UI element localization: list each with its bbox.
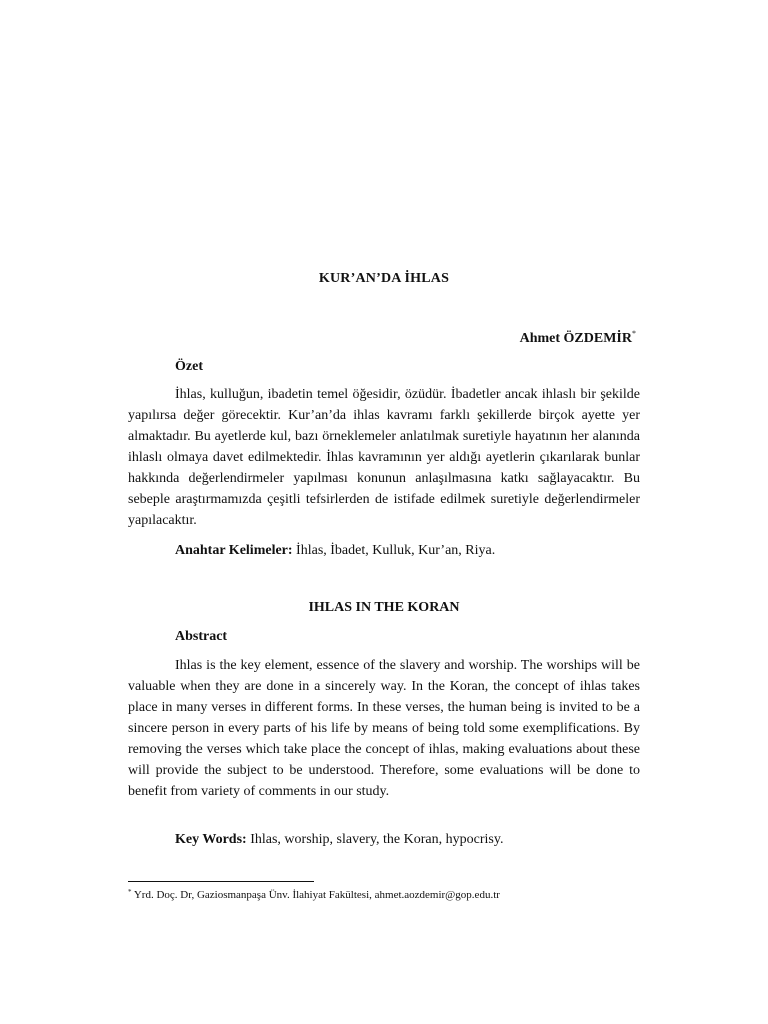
footnote-text: Yrd. Doç. Dr, Gaziosmanpaşa Ünv. İlahiyat Fakültesi, ahmet.aozdemir@gop.edu.tr — [131, 889, 500, 901]
abstract-paragraph: Ihlas is the key element, essence of the slavery and worship. The worships will be valuable when they are done in a sincerely way. In the Koran, the concept of ihlas takes place in many verses in different forms. In these verses, the human being is invited to be a sincere person in every parts of his life by means of being told some exemplifications. By removing the verses which take place the concept of ihlas, making evaluations about these will provide the subject to be understood. Therefore, some evaluations will be done to benefit from variety of comments in our study. — [128, 658, 640, 799]
author-name: Ahmet ÖZDEMİR — [519, 331, 632, 346]
author-line — [128, 331, 636, 347]
anahtar-kelimeler-label: Anahtar Kelimeler: — [175, 543, 293, 558]
ozet-paragraph: İhlas, kulluğun, ibadetin temel öğesidir, özüdür. İbadetler ancak ihlaslı bir şekilde yapılırsa değer görecektir. Kur’an’da ihlas kavramı farklı şekillerde birçok ayette yer almaktadır. Bu ayetlerde kul, bazı örneklemeler anlatılmak suretiyle hayatının her alanında ihlaslı olmaya davet edilmektedir. İhlas kavramının yer aldığı ayetlerin çıkarılarak bunlar hakkında değerlendirmeler yapılması konunun anlaşılmasına katkı sağlayacaktır. Bu sebeple araştırmamızda çeşitli tefsirlerden de istifade edilmek suretiyle değerlendirmeler yapılacaktır. — [128, 387, 640, 528]
anahtar-kelimeler-list: İhlas, İbadet, Kulluk, Kur’an, Riya. — [292, 543, 496, 558]
english-title: IHLAS IN THE KORAN — [308, 600, 460, 615]
ozet-heading: Özet — [175, 359, 203, 374]
paper-title: KUR’AN’DA İHLAS — [318, 271, 450, 286]
key-words-list: Ihlas, worship, slavery, the Koran, hypocrisy. — [246, 832, 504, 847]
footnote — [128, 889, 640, 901]
key-words — [175, 832, 503, 848]
author-footnote-mark: * — [632, 329, 636, 338]
footnote-mark: * — [128, 888, 132, 896]
key-words-label: Key Words: — [175, 832, 247, 847]
abstract-heading: Abstract — [175, 629, 228, 644]
anahtar-kelimeler — [175, 543, 495, 559]
footnote-divider — [128, 881, 314, 882]
